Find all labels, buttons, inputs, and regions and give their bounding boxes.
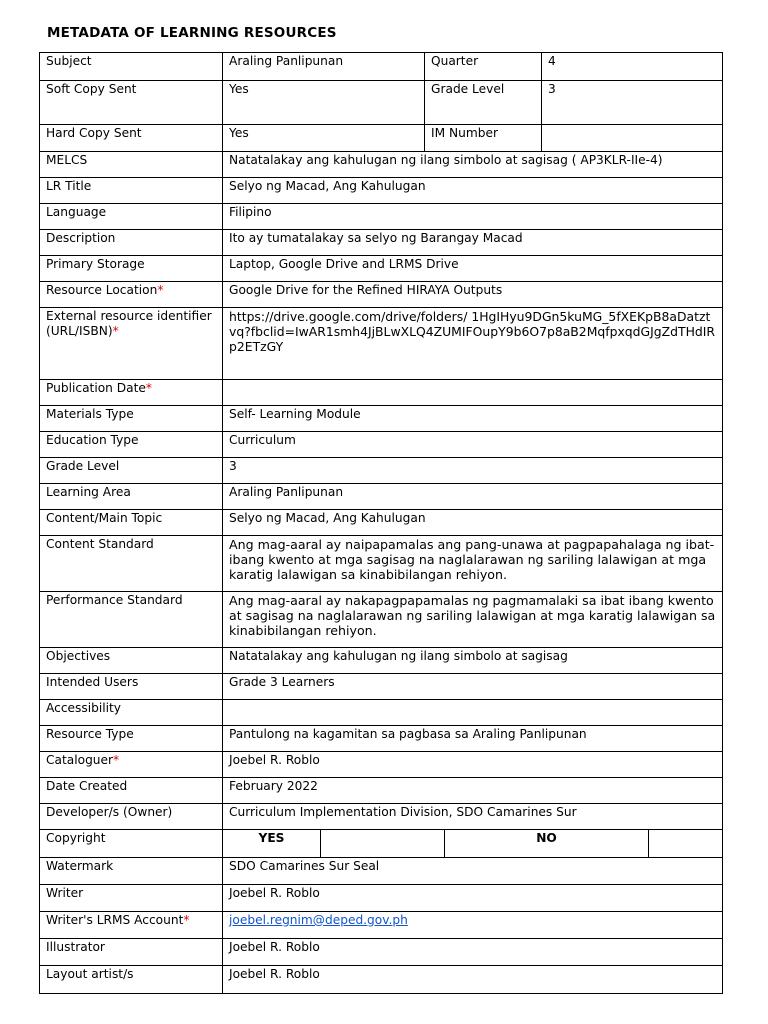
field-label: Content/Main Topic bbox=[40, 510, 223, 536]
field-value: Filipino bbox=[223, 204, 723, 230]
field-label: Grade Level bbox=[425, 81, 542, 125]
page-title: METADATA OF LEARNING RESOURCES bbox=[47, 25, 337, 41]
table-row bbox=[40, 282, 723, 308]
table-row bbox=[40, 939, 723, 966]
field-value: Ito ay tumatalakay sa selyo ng Barangay Macad bbox=[223, 230, 723, 256]
lrms-email-link[interactable]: joebel.regnim@deped.gov.ph bbox=[229, 913, 408, 927]
field-label: Copyright bbox=[40, 830, 223, 858]
table-row bbox=[40, 230, 723, 256]
field-label: Description bbox=[40, 230, 223, 256]
field-label: Intended Users bbox=[40, 674, 223, 700]
copyright-yes-label: YES bbox=[223, 830, 321, 858]
table-row bbox=[40, 510, 723, 536]
field-value: Curriculum Implementation Division, SDO Camarines Sur bbox=[223, 804, 723, 830]
field-label: Primary Storage bbox=[40, 256, 223, 282]
field-value: Ang mag-aaral ay naipapamalas ang pang-unawa at pagpapahalaga ng ibat-ibang kwento at mga sagisag na naglalarawan ng sariling lalawigan at mga karatig lalawigan sa kinabibilangan rehiyon. bbox=[223, 536, 723, 592]
required-asterisk: * bbox=[145, 381, 152, 395]
table-row bbox=[40, 778, 723, 804]
field-label: Performance Standard bbox=[40, 592, 223, 648]
required-asterisk: * bbox=[157, 283, 164, 297]
field-label: Learning Area bbox=[40, 484, 223, 510]
field-label: Writer bbox=[40, 885, 223, 912]
field-value: 4 bbox=[542, 53, 723, 81]
field-label: Education Type bbox=[40, 432, 223, 458]
field-value bbox=[223, 380, 723, 406]
table-row bbox=[40, 966, 723, 994]
table-row bbox=[40, 536, 723, 592]
table-row bbox=[40, 152, 723, 178]
field-value: SDO Camarines Sur Seal bbox=[223, 858, 723, 885]
field-value: 3 bbox=[223, 458, 723, 484]
required-asterisk: * bbox=[183, 913, 190, 927]
field-value: 3 bbox=[542, 81, 723, 125]
field-label bbox=[40, 912, 223, 939]
field-label-text: Writer's LRMS Account bbox=[46, 913, 184, 927]
field-label: Grade Level bbox=[40, 458, 223, 484]
table-row bbox=[40, 912, 723, 939]
field-label: Illustrator bbox=[40, 939, 223, 966]
table-row bbox=[40, 726, 723, 752]
table-row bbox=[40, 648, 723, 674]
table-row bbox=[40, 53, 723, 81]
field-value: Selyo ng Macad, Ang Kahulugan bbox=[223, 510, 723, 536]
field-label: MELCS bbox=[40, 152, 223, 178]
field-label: Date Created bbox=[40, 778, 223, 804]
table-row bbox=[40, 256, 723, 282]
field-label: Layout artist/s bbox=[40, 966, 223, 994]
table-row bbox=[40, 406, 723, 432]
field-value bbox=[223, 700, 723, 726]
table-row bbox=[40, 204, 723, 230]
field-label bbox=[40, 308, 223, 380]
field-value: Natatalakay ang kahulugan ng ilang simbolo at sagisag bbox=[223, 648, 723, 674]
table-row bbox=[40, 125, 723, 152]
table-row bbox=[40, 308, 723, 380]
field-label: IM Number bbox=[425, 125, 542, 152]
field-value: Selyo ng Macad, Ang Kahulugan bbox=[223, 178, 723, 204]
field-value: Natatalakay ang kahulugan ng ilang simbolo at sagisag ( AP3KLR-IIe-4) bbox=[223, 152, 723, 178]
field-value: Yes bbox=[223, 125, 425, 152]
table-row bbox=[40, 830, 723, 858]
field-label: LR Title bbox=[40, 178, 223, 204]
required-asterisk: * bbox=[112, 324, 119, 338]
field-value: Araling Panlipunan bbox=[223, 53, 425, 81]
field-label: Materials Type bbox=[40, 406, 223, 432]
field-value bbox=[542, 125, 723, 152]
table-row bbox=[40, 81, 723, 125]
field-value: Joebel R. Roblo bbox=[223, 966, 723, 994]
field-label: Language bbox=[40, 204, 223, 230]
field-label: Watermark bbox=[40, 858, 223, 885]
field-value: Curriculum bbox=[223, 432, 723, 458]
field-value: Joebel R. Roblo bbox=[223, 939, 723, 966]
field-label: Developer/s (Owner) bbox=[40, 804, 223, 830]
field-label: Objectives bbox=[40, 648, 223, 674]
table-row bbox=[40, 885, 723, 912]
copyright-no-label: NO bbox=[445, 830, 649, 858]
field-value: February 2022 bbox=[223, 778, 723, 804]
field-label: Subject bbox=[40, 53, 223, 81]
field-label bbox=[40, 282, 223, 308]
field-label bbox=[40, 752, 223, 778]
field-value: Joebel R. Roblo bbox=[223, 885, 723, 912]
field-label: Quarter bbox=[425, 53, 542, 81]
table-row bbox=[40, 752, 723, 778]
table-row bbox=[40, 804, 723, 830]
field-label-text: Publication Date bbox=[46, 381, 146, 395]
table-row bbox=[40, 484, 723, 510]
field-value: Self- Learning Module bbox=[223, 406, 723, 432]
field-value: Yes bbox=[223, 81, 425, 125]
field-label: Accessibility bbox=[40, 700, 223, 726]
field-label-text: Resource Location bbox=[46, 283, 158, 297]
required-asterisk: * bbox=[113, 753, 120, 767]
table-row bbox=[40, 858, 723, 885]
table-row bbox=[40, 674, 723, 700]
field-value: Joebel R. Roblo bbox=[223, 752, 723, 778]
field-value: Google Drive for the Refined HIRAYA Outputs bbox=[223, 282, 723, 308]
field-label-text: Cataloguer bbox=[46, 753, 114, 767]
table-row bbox=[40, 592, 723, 648]
field-label: Resource Type bbox=[40, 726, 223, 752]
field-value: Laptop, Google Drive and LRMS Drive bbox=[223, 256, 723, 282]
metadata-table bbox=[39, 52, 723, 994]
field-label: Content Standard bbox=[40, 536, 223, 592]
table-row bbox=[40, 178, 723, 204]
field-value: Ang mag-aaral ay nakapagpapamalas ng pagmamalaki sa ibat ibang kwento at sagisag na naglalarawan ng sariling lalawigan at mga karatig lalawigan sa kinabibilangan rehiyon. bbox=[223, 592, 723, 648]
copyright-yes-box bbox=[321, 830, 445, 858]
table-row bbox=[40, 380, 723, 406]
field-value: https://drive.google.com/drive/folders/ 1HgIHyu9DGn5kuMG_5fXEKpB8aDatztvq?fbclid=IwAR1smh4JjBLwXLQ4ZUMIFOupY9b6O7p8aB2MqfpxqdGJgZdTHdIRp2ETzGY bbox=[223, 308, 723, 380]
field-value bbox=[223, 912, 723, 939]
field-label-text: External resource identifier (URL/ISBN) bbox=[46, 309, 212, 338]
field-value: Araling Panlipunan bbox=[223, 484, 723, 510]
copyright-no-box bbox=[649, 830, 723, 858]
field-label: Hard Copy Sent bbox=[40, 125, 223, 152]
field-value: Pantulong na kagamitan sa pagbasa sa Araling Panlipunan bbox=[223, 726, 723, 752]
field-label bbox=[40, 380, 223, 406]
table-row bbox=[40, 432, 723, 458]
field-label: Soft Copy Sent bbox=[40, 81, 223, 125]
field-value: Grade 3 Learners bbox=[223, 674, 723, 700]
table-row bbox=[40, 700, 723, 726]
table-row bbox=[40, 458, 723, 484]
